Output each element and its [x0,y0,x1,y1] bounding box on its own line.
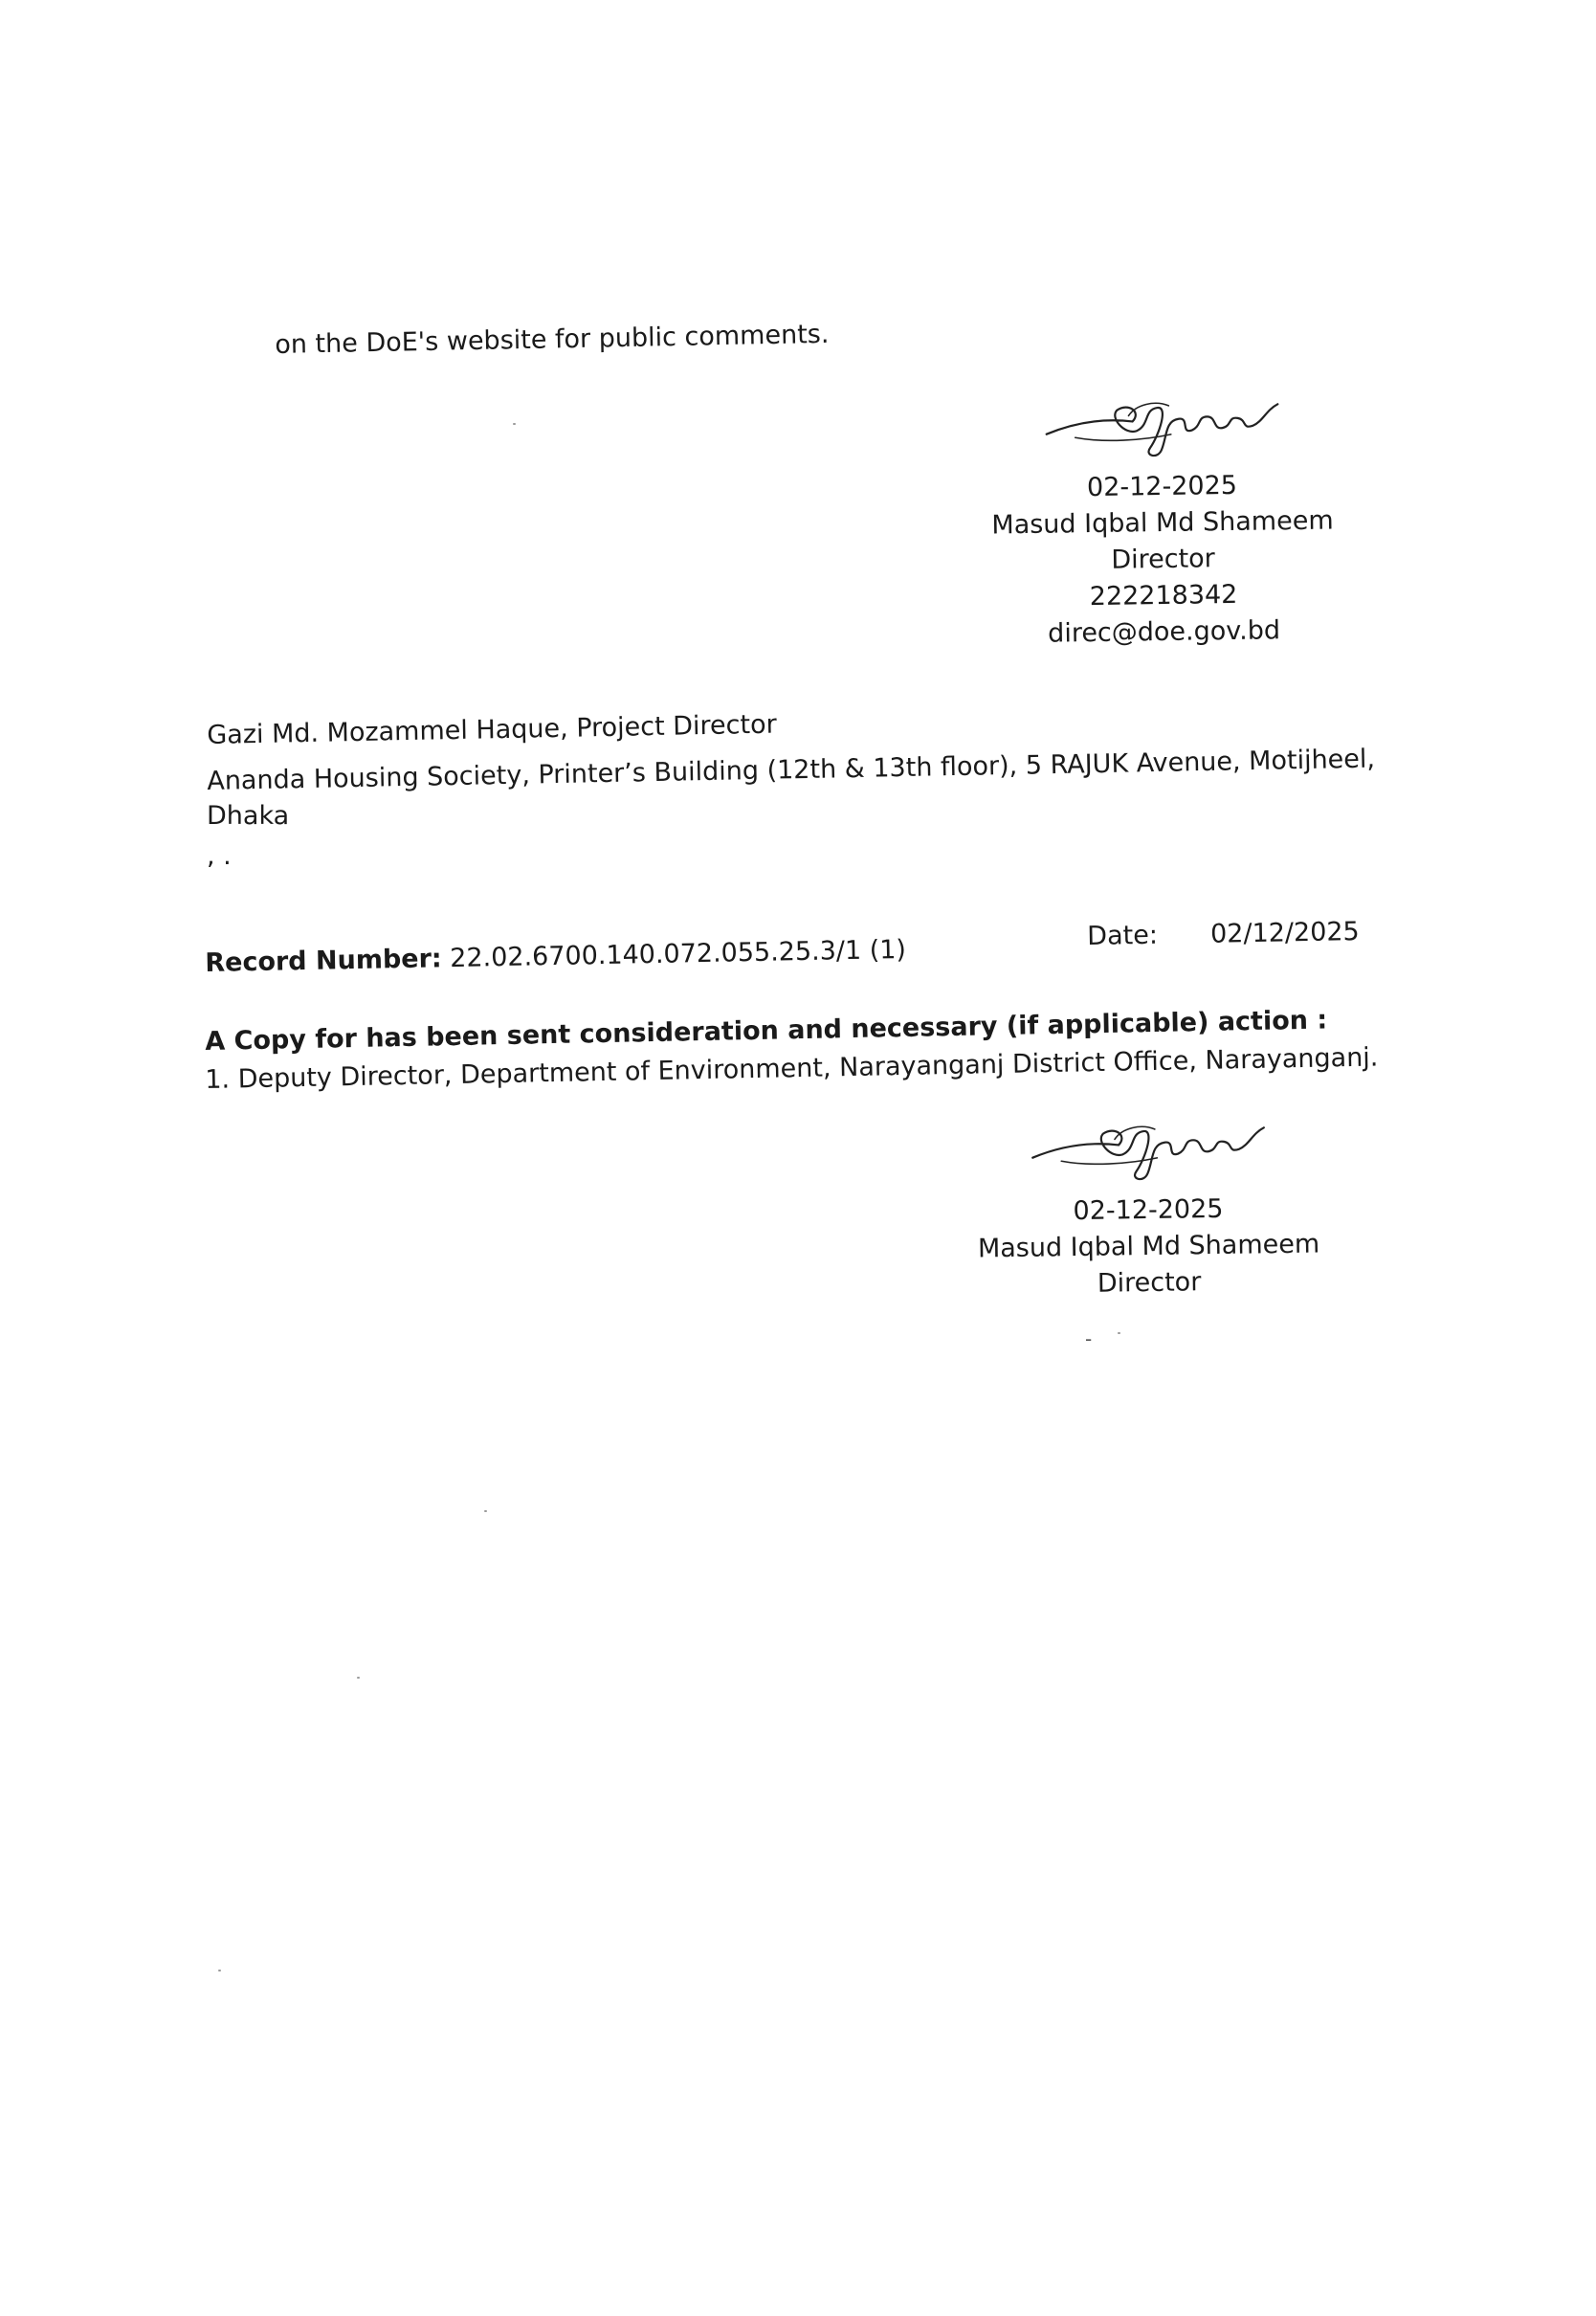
recipient-line-4: , . [207,841,232,871]
record-number-line [205,934,906,980]
signature-block-2 [946,1113,1351,1304]
record-number-value: 22.02.6700.140.072.055.25.3/1 (1) [449,934,907,974]
record-date [1087,916,1360,953]
signature-2-designation: Director [1097,1267,1202,1299]
scan-speck [513,423,516,425]
record-date-label: Date: [1087,920,1159,951]
signature-block-1 [960,390,1365,654]
intro-line: on the DoE's website for public comments. [275,319,830,360]
signature-2-date: 02-12-2025 [1073,1193,1224,1227]
scan-speck [357,1677,360,1679]
copy-item-1: 1. Deputy Director, Department of Environment, Narayanganj District Office, Narayanganj. [205,1042,1379,1095]
recipient-line-2: Ananda Housing Society, Printer’s Building (12th & 13th floor), 5 RAJUK Avenue, Motijheel, [207,744,1376,796]
recipient-line-1: Gazi Md. Mozammel Haque, Project Director [207,709,777,750]
copy-heading: A Copy for has been sent consideration and necessary (if applicable) action : [205,1005,1328,1057]
scan-speck [218,1970,221,1971]
signature-2-name: Masud Iqbal Md Shameem [977,1229,1320,1264]
scan-speck [1118,1332,1120,1334]
handwritten-signature-1 [1036,390,1286,471]
handwritten-signature-2 [1023,1114,1273,1194]
signature-1-date: 02-12-2025 [1086,470,1238,503]
trailing-mark: - [1085,1327,1093,1350]
signature-1-name: Masud Iqbal Md Shameem [991,505,1334,541]
record-date-value: 02/12/2025 [1209,917,1360,949]
scan-speck [484,1510,487,1512]
signature-1-designation: Director [1111,544,1215,575]
signature-1-phone: 222218342 [1089,579,1238,612]
recipient-line-3: Dhaka [207,801,290,831]
record-number-label: Record Number: [205,944,442,978]
signature-1-email: direc@doe.gov.bd [1047,615,1281,649]
